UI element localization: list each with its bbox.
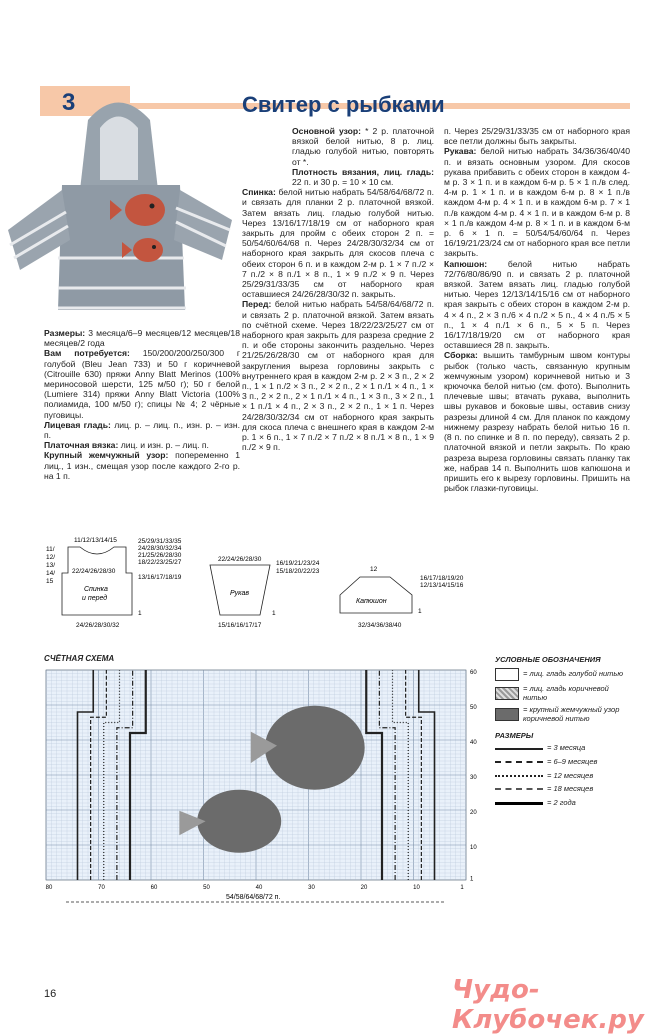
size-text-5: = 2 года <box>547 797 576 807</box>
instructions-column-2 <box>242 126 434 453</box>
moss-label: Крупный жемчужный узор: <box>44 450 169 461</box>
assembly-label: Сборка: <box>444 350 478 361</box>
sleeve-bottom-right: 1 <box>272 610 276 617</box>
hood-right-top-2: 12/13/14/15/16 <box>420 582 464 589</box>
body-right-top-1: 25/29/31/33/35 <box>138 538 182 545</box>
body-neck-width: 22/24/26/28/30 <box>72 568 116 575</box>
y-tick-label: 60 <box>470 669 477 676</box>
x-tick-label: 20 <box>360 885 368 891</box>
fish-large-body <box>265 706 365 790</box>
y-tick-label: 10 <box>470 844 477 851</box>
legend-swatch-blue <box>495 668 519 681</box>
pattern-label: Основной узор: <box>292 126 362 136</box>
fish-small-body <box>197 790 281 853</box>
density-text: 22 п. и 30 р. = 10 × 10 см. <box>292 177 394 188</box>
sleeve-text: белой нитью набрать 34/36/36/40/40 п. и вязать основным узором. Для скосов рукава прибавить с обеих сторон в каждом 4-м р. 3 × 1 п. и в каждом 6-м р. 5 × 1 п./в след. 4-м р. 1 × 1 п. и в каждом 6-м р. 8 × 1 п./в каждом 4-м р. 4 × 1 п. и в каждом 6-м р. 7 × 1 п./в каждом 4-м р. 4 × 1 п. и в каждом 6-м р. 8 × 1 п./в каждом 4-м р. 8 × 1 п. и в каждом 6-м р. 6 × 1 п. = 50/54/54/60/64 п. Через 16/19/21/23/24 см от наборного края все петли закрыть. <box>444 146 631 259</box>
y-tick-label: 30 <box>470 774 477 781</box>
size-legend-4 <box>495 785 635 794</box>
hood-right-top-1: 16/17/18/19/20 <box>420 575 464 582</box>
size-line-3 <box>495 775 543 777</box>
sizes-text: 3 месяца/6–9 месяцев/12 месяцев/18 месяцев/2 года <box>44 328 240 349</box>
instructions-column-3 <box>444 126 630 493</box>
front-label: Перед: <box>242 299 272 310</box>
sleeve-top-width: 22/24/26/28/30 <box>218 556 262 563</box>
pattern-number: 3 <box>62 89 76 116</box>
assembly-paragraph <box>444 350 630 493</box>
body-armhole-height: 13/16/17/18/19 <box>138 574 182 581</box>
legend-title: УСЛОВНЫЕ ОБОЗНАЧЕНИЯ <box>495 655 601 664</box>
stitches-label: 54/58/64/68/72 п. <box>226 894 281 901</box>
x-tick-label: 50 <box>203 885 210 891</box>
body-left-height-1: 11/ <box>46 546 55 553</box>
sleeve-paragraph <box>444 146 630 258</box>
page-number: 16 <box>44 988 57 1000</box>
size-legend-2 <box>495 758 635 767</box>
sizes-label: Размеры: <box>44 328 86 338</box>
sleeve-label: Рукава: <box>444 146 477 157</box>
garter-paragraph <box>44 440 240 450</box>
x-tick-label: 70 <box>98 885 105 891</box>
size-legend-5 <box>495 799 635 808</box>
schematics-svg <box>40 535 630 645</box>
legend-item-blue <box>495 668 635 681</box>
legend-text-moss: = крупный жемчужный узор коричневой нитью <box>523 705 620 723</box>
x-tick-label: 10 <box>413 885 420 891</box>
x-tick-label: 40 <box>255 885 263 891</box>
legend-swatch-moss <box>495 708 519 721</box>
intro-paragraph: п. Через 25/29/31/33/35 см от наборного края все петли должны быть закрыты. <box>444 126 630 147</box>
front-paragraph <box>242 299 434 452</box>
body-label-line1: Спинка <box>84 586 108 593</box>
body-left-height-5: 15 <box>46 578 54 585</box>
body-label-line2: и перед <box>82 595 108 602</box>
legend-text-blue: = лиц. гладь голубой нитью <box>523 669 623 679</box>
chart-title: СЧЁТНАЯ СХЕМА <box>44 654 115 663</box>
sleeve-label: Рукав <box>230 590 250 597</box>
sweater-photo <box>0 80 235 325</box>
body-top-widths: 11/12/13/14/15 <box>74 537 117 544</box>
size-text-4: = 18 месяцев <box>547 784 594 794</box>
size-legend-3 <box>495 772 635 781</box>
size-legend-1 <box>495 744 635 753</box>
sleeve-right-top-1: 16/19/21/23/24 <box>276 560 320 567</box>
body-left-height-4: 14/ <box>46 570 56 577</box>
hood-top-width: 12 <box>370 566 378 573</box>
x-tick-label: 30 <box>308 885 315 891</box>
legend-item-moss <box>495 706 635 723</box>
density-label: Плотность вязания, лиц. гладь: <box>292 166 434 177</box>
y-tick-label: 50 <box>470 704 477 711</box>
pattern-paragraph <box>242 126 434 167</box>
body-right-top-3: 21/25/26/28/30 <box>138 552 182 559</box>
hood-text: белой нитью набрать 72/76/80/86/90 п. и связать 2 р. платочной вязкой. Затем вязать лиц. гладью голубой нитью. Через 12/13/14/15/16 см от наборного края закрыть с обеих сторон в каждом 2-м р. 4 × 4 п., 2 × 3 п./6 × 4 п./2 × 5 п., 4 × 4 п./5 × 5 п., 1 × 4 п./1 × 6 п., 5 × 5 п. Через 16/17/18/19/20 см от наборного края оставшиеся 28 п. закрыть. <box>444 258 631 351</box>
body-left-height-2: 12/ <box>46 554 56 561</box>
size-text-1: = 3 месяца <box>547 743 586 753</box>
legend-swatch-brown <box>495 687 519 700</box>
y-tick-label: 20 <box>470 809 477 816</box>
legend-item-brown <box>495 685 635 702</box>
site-logo: Чудо-Клубочек.ру <box>452 975 644 1035</box>
knitting-chart <box>40 664 480 914</box>
hood-schematic <box>340 577 412 613</box>
materials-column <box>44 328 240 481</box>
size-line-5 <box>495 802 543 805</box>
materials-label: Вам потребуется: <box>44 348 130 359</box>
body-bottom-right: 1 <box>138 610 142 617</box>
back-label: Спинка: <box>242 187 276 198</box>
sizes-paragraph <box>44 328 240 348</box>
back-paragraph <box>242 187 434 299</box>
knitting-chart-svg <box>40 664 480 914</box>
hood-label: Капюшон: <box>444 258 488 269</box>
size-line-2 <box>495 761 543 763</box>
body-right-top-2: 24/28/30/32/34 <box>138 545 182 552</box>
hood-bottom-right: 1 <box>418 608 422 615</box>
size-line-4 <box>495 788 543 790</box>
chart-legend <box>495 655 635 812</box>
front-text: белой нитью набрать 54/58/64/68/72 п. и связать 2 р. платочной вязкой. Затем вязать по счётной схеме. Через 18/22/23/25/27 см от наборного края закрыть для разреза средние 2 п. и обе стороны закончить раздельно. Через 21/25/26/28/30 см от наборного края для закругления выреза горловины закрыть с внутреннего края в каждом 2-м р. 2 × 3 п., 2 × 2 п., 1 × 1 п./2 × 3 п., 2 × 2 п., 2 × 1 п./1 × 4 п., 1 × 3 п., 2 × 2 п., 2 × 1 п./1 × 4 п., 1 × 3 п., 3 × 2 п., 1 × 1 п./1 × 4 п., 2 × 3 п., 2 × 2 п., 1 × 1 п. Через 24/28/30/32/34 см от наборного края закрыть для скоса плеча с внешнего края в каждом 2-м р. 1 × 6 п., 1 × 7 п./2 × 7 п./2 × 8 п./1 × 8 п., 1 × 9 п./2 × 9 п. <box>242 299 434 453</box>
page-title: Свитер с рыбками <box>242 92 445 117</box>
sweater-illustration <box>0 80 235 325</box>
body-bottom-width: 24/26/28/30/32 <box>76 622 120 629</box>
y-tick-label: 1 <box>470 876 474 883</box>
assembly-text: вышить тамбурным швом контуры рыбок (только часть, связанную крупным жемчужным узором) коричневой нитью и 3 крючочка белой нитью (см. фото). Выполнить плечевые швы; втачать рукава, выполнить швы рукавов и боковые швы, оставив снизу разрезы длиной 4 см. Для планок по каждому нижнему разрезу набрать белой нитью 16 п. (8 п. по спинке и 8 п. по переду), связать 2 р. платочной вязкой и петли закрыть. По краю разреза выреза горловины связать планку так же, набрав 14 п. Выполнить шов капюшона и пришить его к вырезу горловины. Пришить на рыбок глазки-пуговицы. <box>444 350 631 494</box>
pattern-text: * 2 р. платочной вязкой белой нитью, 8 р. лиц. гладью голубой нитью, повторять от *. <box>292 126 434 167</box>
sizes-legend-title: РАЗМЕРЫ <box>495 731 534 741</box>
materials-paragraph <box>44 348 240 419</box>
body-left-height-3: 13/ <box>46 562 56 569</box>
hood-bottom-width: 32/34/36/38/40 <box>358 622 402 629</box>
stockinette-label: Лицевая гладь: <box>44 419 111 430</box>
back-text: белой нитью набрать 54/58/64/68/72 п. и связать для планки 2 р. платочной вязкой. Затем вязать лиц. гладью голубой нитью. Через 13/16/17/18/19 см от наборного края закрыть для пройм с обеих сторон 2 п. = 50/54/60/64/68 п. Через 24/28/30/32/34 см от наборного края закрыть для скосов плеча с обеих сторон 6 п. и в каждом 2-м р. 1 × 7 п./2 × 7 п./2 × 8 п./1 × 8 п., 1 × 9 п./2 × 9 п. Через 25/29/31/33/35 см от наборного края оставшиеся 24/26/28/30/32 п. закрыть. <box>242 187 435 300</box>
legend-text-brown: = лиц. гладь коричневой нитью <box>523 684 609 702</box>
density-paragraph <box>242 167 434 187</box>
stockinette-text: лиц. р. – лиц. п., изн. р. – изн. п. <box>44 419 241 441</box>
moss-paragraph <box>44 450 240 481</box>
hood-paragraph <box>444 259 630 351</box>
x-tick-label: 60 <box>150 885 158 891</box>
stockinette-paragraph <box>44 420 240 440</box>
x-tick-label: 1 <box>460 885 464 891</box>
sleeve-bottom-width: 15/16/16/17/17 <box>218 622 262 629</box>
body-right-top-4: 18/22/23/25/27 <box>138 559 182 566</box>
size-text-3: = 12 месяцев <box>547 770 594 780</box>
x-tick-label: 80 <box>45 885 53 891</box>
y-tick-label: 40 <box>470 739 477 746</box>
materials-text: 150/200/200/250/300 г голубой (Bleu Jean 733) и 50 г коричневой (Citrouille 630) пряжи Anny Blatt Merinos (100% мериносовой шерсти, 125 м/50 г); 50 г белой (Lumiere 314) пряжи Anny Blatt Victoria (100% полиамида, 100 м/50 г); спицы № 4; 2 чёрные пуговицы. <box>44 348 241 420</box>
pattern-schematics <box>40 535 630 645</box>
body-schematic <box>62 547 132 615</box>
garter-label: Платочная вязка: <box>44 440 119 451</box>
size-text-2: = 6–9 месяцев <box>547 756 598 766</box>
moss-text: попеременно 1 лиц., 1 изн., смещая узор после каждого 2-го р. на 1 п. <box>44 450 240 481</box>
size-line-1 <box>495 748 543 750</box>
garter-text: лиц. и изн. р. – лиц. п. <box>120 440 209 451</box>
hood-label: Капюшон <box>356 598 387 605</box>
sleeve-right-top-2: 15/18/20/22/23 <box>276 568 320 575</box>
